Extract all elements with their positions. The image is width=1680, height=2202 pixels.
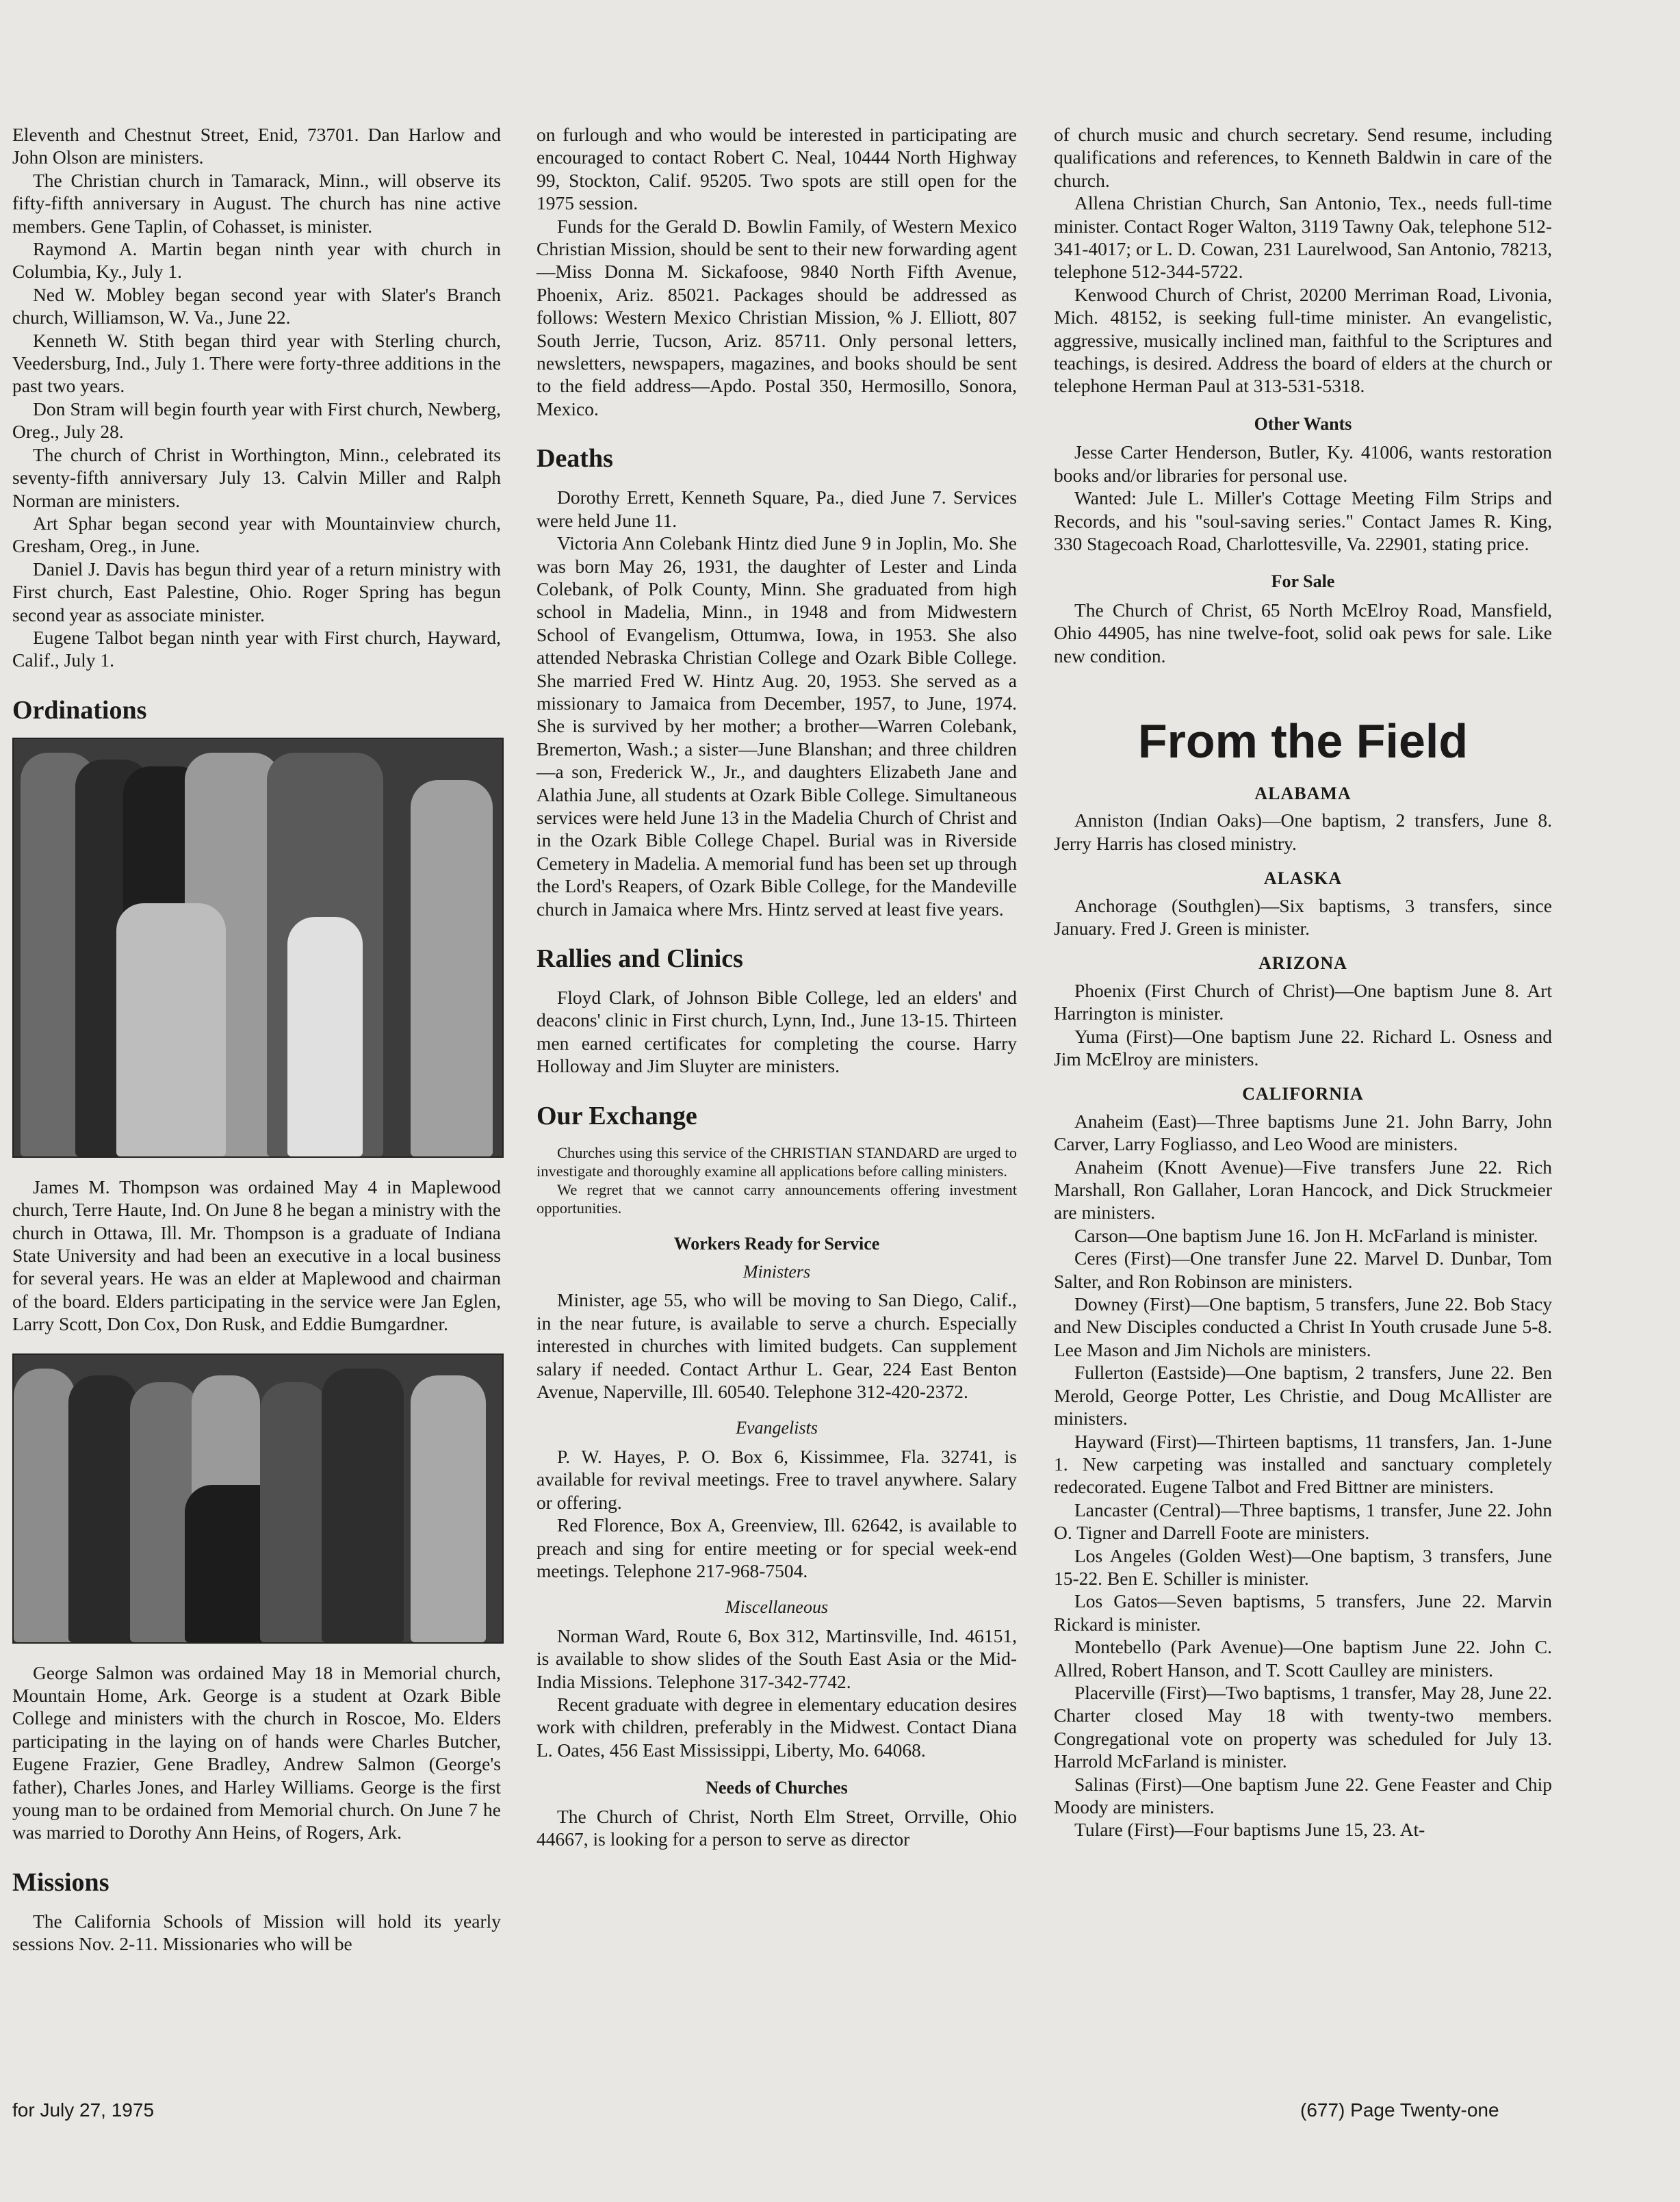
obituary: Victoria Ann Colebank Hintz died June 9 in Joplin, Mo. She was born May 26, 1931, the daughter of Lester and Linda Colebank, of Polk County, Minn. She graduated from high school in Madelia, Minn., in 1948 and from Midwestern School of Evangelism, Ottumwa, Iowa, in 1953. She also attended Nebraska Christian College and Ozark Bible College. She married Fred W. Hintz Aug. 20, 1953. She served as a missionary to Jamaica from December, 1957, to June, 1974. She is survived by her mother; a brother—Warren Colebank, Bremerton, Wash.; a sister—June Blanshan; and three children—a son, Frederick W., Jr., and daughters Elizabeth Jane and Alathia June, all students at Ozark Bible College. Simultaneous services were held June 13 in the Madelia Church of Christ and in the Ozark Bible College Chapel. Burial was in Riverside Cemetery in Madelia. A memorial fund has been set up through the Lord's Reapers, of Ozark Bible College, for the Mandeville church in Jamaica where Mrs. Hintz served at least five years. bbox=[537, 532, 1017, 920]
classified-item: Recent graduate with degree in elementary education desires work with children, preferably in the Midwest. Contact Diana L. Oates, 456 East Mississippi, Liberty, Mo. 64068. bbox=[537, 1693, 1017, 1761]
obituary: Dorothy Errett, Kenneth Square, Pa., died June 7. Services were held June 11. bbox=[537, 487, 1017, 531]
field-report: Fullerton (Eastside)—One baptism, 2 transfers, June 22. Ben Merold, George Potter, Les Christie, and Doug McAllister are ministers. bbox=[1054, 1362, 1552, 1429]
news-item: Kenneth W. Stith began third year with Sterling church, Veedersburg, Ind., July 1. There were forty-three additions in the past two years. bbox=[12, 329, 501, 397]
field-report: Downey (First)—One baptism, 5 transfers, June 22. Bob Stacy and New Disciples conducted a Christ In Youth crusade June 5-8. Lee Mason and Jim Nichols are ministers. bbox=[1054, 1293, 1552, 1360]
classified-item: Red Florence, Box A, Greenview, Ill. 62642, is available to preach and sing for entire meeting or for special week-end meetings. Telephone 217-968-7504. bbox=[537, 1514, 1017, 1581]
classified-item: The Church of Christ, North Elm Street, Orrville, Ohio 44667, is looking for a person to serve as director bbox=[537, 1805, 1017, 1850]
field-report: Lancaster (Central)—Three baptisms, 1 transfer, June 22. John O. Tigner and Darrell Foote are ministers. bbox=[1054, 1499, 1552, 1544]
state-heading: CALIFORNIA bbox=[1242, 1084, 1364, 1104]
news-item: The California Schools of Mission will hold its yearly sessions Nov. 2-11. Missionaries who will be bbox=[12, 1910, 501, 1955]
classified-item: The Church of Christ, 65 North McElroy Road, Mansfield, Ohio 44905, has nine twelve-foot, solid oak pews for sale. Like new condition. bbox=[1054, 599, 1552, 666]
photo-caption: George Salmon was ordained May 18 in Memorial church, Mountain Home, Ark. George is a student at Ozark Bible College and ministers with the church in Roscoe, Mo. Elders participating in the laying on of hands were Charles Butcher, Eugene Frazier, Gene Bradley, Andrew Salmon (George's father), Charles Jones, and Harley Williams. George is the first young man to be ordained from Memorial church. On June 7 he was married to Dorothy Ann Heins, of Rogers, Ark. bbox=[12, 1661, 501, 1843]
footer-page-number: (677) Page Twenty-one bbox=[1300, 2099, 1499, 2121]
classified-item: of church music and church secretary. Send resume, including qualifications and references, to Kenneth Baldwin in care of the church. bbox=[1054, 124, 1552, 191]
field-report: Hayward (First)—Thirteen baptisms, 11 transfers, Jan. 1-June 1. New carpeting was installed and sanctuary completely redecorated. Eugene Talbot and Fred Bittner are ministers. bbox=[1054, 1430, 1552, 1498]
photo-caption: James M. Thompson was ordained May 4 in Maplewood church, Terre Haute, Ind. On June 8 he began a ministry with the church in Ottawa, Ill. Mr. Thompson is a graduate of Indiana State University and had been an executive in a local business for several years. He was an elder at Maplewood and chairman of the board. Elders participating in the service were Jan Eglen, Larry Scott, Don Cox, Don Rusk, and Eddie Bumgardner. bbox=[12, 1176, 501, 1335]
section-heading-missions: Missions bbox=[12, 1867, 109, 1897]
classified-item: Norman Ward, Route 6, Box 312, Martinsville, Ind. 46151, is available to show slides of the South East Asia or the Mid-India Missions. Telephone 317-342-7742. bbox=[537, 1624, 1017, 1692]
exchange-notice: Churches using this service of the CHRISTIAN STANDARD are urged to investigate and thoroughly examine all applications before calling ministers. bbox=[537, 1143, 1017, 1180]
ordination-photo-2 bbox=[12, 1353, 504, 1644]
field-report: Anaheim (Knott Avenue)—Five transfers June 22. Rich Marshall, Ron Gallaher, Loran Hancock, and Dick Struckmeier are ministers. bbox=[1054, 1156, 1552, 1223]
field-report: Yuma (First)—One baptism June 22. Richard L. Osness and Jim McElroy are ministers. bbox=[1054, 1025, 1552, 1070]
state-heading: ARIZONA bbox=[1258, 953, 1347, 974]
subheading-for-sale: For Sale bbox=[1271, 571, 1335, 592]
field-report: Phoenix (First Church of Christ)—One baptism June 8. Art Harrington is minister. bbox=[1054, 979, 1552, 1024]
field-report: Anchorage (Southglen)—Six baptisms, 3 transfers, since January. Fred J. Green is minister. bbox=[1054, 894, 1552, 939]
section-heading-rallies: Rallies and Clinics bbox=[537, 944, 743, 973]
news-item: on furlough and who would be interested in participating are encouraged to contact Robert C. Neal, 10444 North Highway 99, Stockton, Calif. 95205. Two spots are still open for the 1975 session. bbox=[537, 124, 1017, 214]
field-report: Anaheim (East)—Three baptisms June 21. John Barry, John Carver, Larry Fogliasso, and Leo Wood are ministers. bbox=[1054, 1110, 1552, 1155]
subheading-miscellaneous: Miscellaneous bbox=[725, 1597, 829, 1618]
news-item: The church of Christ in Worthington, Minn., celebrated its seventy-fifth anniversary July 13. Calvin Miller and Ralph Norman are ministers. bbox=[12, 443, 501, 511]
news-item: Daniel J. Davis has begun third year of a return ministry with First church, East Palestine, Ohio. Roger Spring has begun second year as associate minister. bbox=[12, 558, 501, 625]
subheading-ministers: Ministers bbox=[742, 1262, 811, 1282]
classified-item: Allena Christian Church, San Antonio, Tex., needs full-time minister. Contact Roger Walton, 3119 Tawny Oak, telephone 512-341-4017; or L. D. Cowan, 231 Laurelwood, San Antonio, 78213, telephone 512-344-5722. bbox=[1054, 192, 1552, 283]
section-heading-ordinations: Ordinations bbox=[12, 695, 147, 725]
subheading-workers: Workers Ready for Service bbox=[673, 1233, 880, 1254]
field-report: Los Gatos—Seven baptisms, 5 transfers, June 22. Marvin Rickard is minister. bbox=[1054, 1590, 1552, 1635]
field-report: Placerville (First)—Two baptisms, 1 transfer, May 28, June 22. Charter closed May 18 with twenty-two members. Congregational vote on property was scheduled for July 13. Harrold McFarland is minister. bbox=[1054, 1681, 1552, 1772]
field-report: Ceres (First)—One transfer June 22. Marvel D. Dunbar, Tom Salter, and Ron Robinson are ministers. bbox=[1054, 1247, 1552, 1292]
field-report: Los Angeles (Golden West)—One baptism, 3 transfers, June 15-22. Ben E. Schiller is minister. bbox=[1054, 1544, 1552, 1589]
section-heading-deaths: Deaths bbox=[537, 444, 613, 474]
ordination-photo-1 bbox=[12, 738, 504, 1158]
subheading-evangelists: Evangelists bbox=[736, 1418, 818, 1438]
column-2 bbox=[537, 123, 1017, 1850]
section-heading-exchange: Our Exchange bbox=[537, 1101, 697, 1130]
field-report: Montebello (Park Avenue)—One baptism June 22. John C. Allred, Robert Hanson, and T. Scott Caulley are ministers. bbox=[1054, 1636, 1552, 1681]
news-item: Ned W. Mobley began second year with Slater's Branch church, Williamson, W. Va., June 22. bbox=[12, 283, 501, 328]
news-item: Raymond A. Martin began ninth year with church in Columbia, Ky., July 1. bbox=[12, 238, 501, 283]
news-item: Eugene Talbot began ninth year with First church, Hayward, Calif., July 1. bbox=[12, 626, 501, 671]
subheading-needs: Needs of Churches bbox=[706, 1778, 848, 1798]
subheading-other-wants: Other Wants bbox=[1254, 413, 1352, 434]
news-item: Funds for the Gerald D. Bowlin Family, of Western Mexico Christian Mission, should be sent to their new forwarding agent—Miss Donna M. Sickafoose, 9840 North Fifth Avenue, Phoenix, Ariz. 85021. Packages should be addressed as follows: Western Mexico Christian Mission, % J. Elliott, 807 South Jerrie, Tucson, Ariz. 85711. Only personal letters, newsletters, newspapers, magazines, and books should be sent to the field address—Apdo. Postal 350, Hermosillo, Sonora, Mexico. bbox=[537, 215, 1017, 419]
state-heading: ALABAMA bbox=[1254, 783, 1352, 803]
classified-item: Jesse Carter Henderson, Butler, Ky. 41006, wants restoration books and/or libraries for personal use. bbox=[1054, 441, 1552, 486]
column-3 bbox=[1054, 123, 1552, 1841]
field-report: Carson—One baptism June 16. Jon H. McFarland is minister. bbox=[1074, 1224, 1538, 1246]
state-heading: ALASKA bbox=[1263, 868, 1343, 889]
footer-date: for July 27, 1975 bbox=[12, 2099, 155, 2121]
news-item: The Christian church in Tamarack, Minn., will observe its fifty-fifth anniversary in August. The church has nine active members. Gene Taplin, of Cohasset, is minister. bbox=[12, 169, 501, 237]
column-1 bbox=[12, 123, 501, 1956]
news-item: Art Sphar began second year with Mountainview church, Gresham, Oreg., in June. bbox=[12, 512, 501, 557]
classified-item: Kenwood Church of Christ, 20200 Merriman Road, Livonia, Mich. 48152, is seeking full-time minister. An evangelistic, aggressive, musically inclined man, faithful to the Scriptures and teachings, is desired. Address the board of elders at the church or telephone Herman Paul at 313-531-5318. bbox=[1054, 283, 1552, 397]
field-report: Tulare (First)—Four baptisms June 15, 23. At- bbox=[1074, 1819, 1425, 1841]
news-item: Floyd Clark, of Johnson Bible College, led an elders' and deacons' clinic in First church, Lynn, Ind., June 13-15. Thirteen men earned certificates for completing the course. Harry Holloway and Jim Sluyter are ministers. bbox=[537, 987, 1017, 1077]
field-report: Salinas (First)—One baptism June 22. Gene Feaster and Chip Moody are ministers. bbox=[1054, 1773, 1552, 1817]
classified-item: P. W. Hayes, P. O. Box 6, Kissimmee, Fla. 32741, is available for revival meetings. Free to travel anywhere. Salary or offering. bbox=[537, 1445, 1017, 1513]
exchange-notice: We regret that we cannot carry announcements offering investment opportunities. bbox=[537, 1180, 1017, 1217]
classified-item: Wanted: Jule L. Miller's Cottage Meeting Film Strips and Records, and his "soul-saving series." Contact James R. King, 330 Stagecoach Road, Charlottesville, Va. 22901, stating price. bbox=[1054, 487, 1552, 554]
news-item: Eleventh and Chestnut Street, Enid, 73701. Dan Harlow and John Olson are ministers. bbox=[12, 124, 501, 168]
news-item: Don Stram will begin fourth year with First church, Newberg, Oreg., July 28. bbox=[12, 398, 501, 443]
section-title-from-the-field: From the Field bbox=[1137, 714, 1469, 768]
classified-item: Minister, age 55, who will be moving to San Diego, Calif., in the near future, is available to serve a church. Especially interested in churches with limited budgets. Can supplement salary if needed. Contact Arthur L. Gear, 224 East Benton Avenue, Naperville, Ill. 60540. Telephone 312-420-2372. bbox=[537, 1289, 1017, 1403]
field-report: Anniston (Indian Oaks)—One baptism, 2 transfers, June 8. Jerry Harris has closed ministry. bbox=[1054, 809, 1552, 854]
